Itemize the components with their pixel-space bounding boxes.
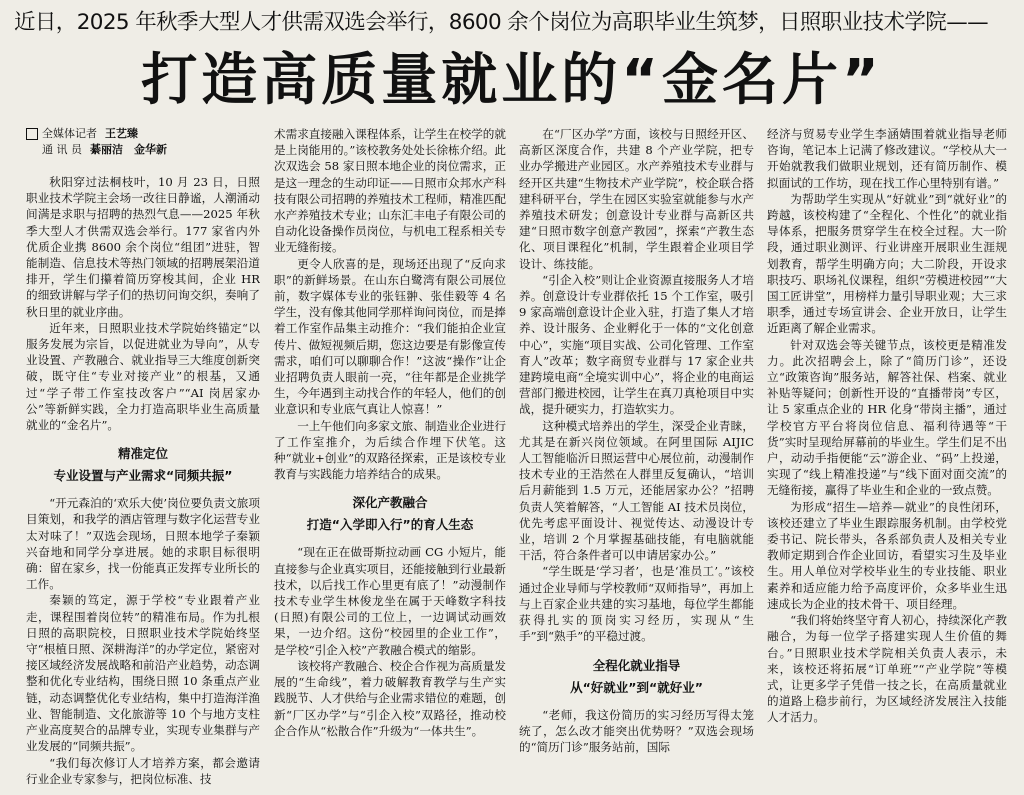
paragraph: 为帮助学生实现从“好就业”到“就好业”的跨越，该校构建了“全程化、个性化”的就业指导体系，把服务贯穿学生在校全过程。大一阶段，通过职业测评、行业讲座开展职业生涯规划教育，帮学生明确方向；大二阶段，开设求职技巧、职场礼仪课程，组织“劳模进校园”“大国工匠讲堂”，用榜样力量引导职业观；大三求职季，通过专场宣讲会、企业开放日，让学生近距离了解企业需求。 [767, 191, 1007, 336]
reporter-role: 全媒体记者 [42, 127, 97, 140]
paragraph: “我们将始终坚守育人初心，持续深化产教融合，为每一位学子搭建实现人生价值的舞台。”日照职业技术学院相关负责人表示，未来，该校还将拓展“订单班”“产业学院”等模式，让更多学子凭借一技之长，在高质量就业的道路上稳步前行，为区域经济发展注入技能人才活力。 [767, 613, 1007, 725]
paragraph: 一上午他们向多家文旅、制造业企业进行了工作室推介，为后续合作埋下伏笔。这种“就业+创业”的双路径探索，正是该校专业教育与实践能力培养结合的成果。 [274, 418, 506, 482]
correspondent-names: 綦丽洁 金华新 [90, 143, 167, 156]
paragraph: “学生既是‘学习者’，也是‘准员工’。”该校通过企业导师与学校教师“双师指导”，再加上与上百家企业共建的实习基地，每位学生都能获得扎实的顶岗实习经历，实现从“生手”到“熟手”的平稳过渡。 [519, 564, 754, 644]
paragraph: 近年来，日照职业技术学院始终锚定“以服务发展为宗旨，以促进就业为导向”，从专业设置、产教融合、就业指导三大维度创新突破，既守住“专业对接产业”的根基，又通过“学子带工作室技改客户”“AI 岗居家办公”等新鲜实践，全力打造高职毕业生高质量就业的“金名片”。 [26, 320, 260, 433]
article-column-1 [26, 126, 260, 792]
paragraph: “老师，我这份简历的实习经历写得太笼统了，怎么改才能突出优势呀？”双选会现场的“简历门诊”服务站前，国际 [519, 707, 754, 754]
paragraph: “我们每次修订人才培养方案，都会邀请行业企业专家参与，把岗位标准、技 [26, 755, 260, 786]
article-column-3 [519, 126, 754, 792]
paragraph: 这种模式培养出的学生，深受企业青睐，尤其是在新兴岗位领域。在阿里国际 AIJIC 人工智能临沂日照运营中心展位前，动漫制作技术专业的王浩然在人群里反复确认，“培训后月薪能到 1.5 万元，还能居家办公？”招聘负责人笑着解答，“人工智能 AI 技术员岗位，优先考虑平面设计、视觉传达、动漫设计专业，培训 2 个月掌握基础技能，有电脑就能干活，符合条件者可以申请居家办公。” [519, 418, 754, 563]
section-subtitle: 从“好就业”到“就好业” [570, 679, 703, 695]
section-title: 深化产教融合 [352, 495, 428, 511]
paragraph: 经济与贸易专业学生李涵婧围着就业指导老师咨询，笔记本上记满了修改建议。“学校从大一开始就教我们做职业规划，还有简历制作、模拟面试的工作坊，现在找工作心里特别有谱。” [767, 127, 1007, 190]
section-subtitle: 打造“入学即入行”的育人生态 [306, 517, 474, 533]
article-column-2 [274, 126, 506, 792]
paragraph: “现在正在做哥斯拉动画 CG 小短片，能直接参与企业真实项目，还能接触到行业最新技术，以后找工作心里更有底了！”动漫制作技术专业学生林俊龙坐在属于天峰数字科技(日照)有限公司的工位上，一边调试动画效果，一边介绍。这份“校园里的企业工作”，是学校“引企入校”产教融合模式的缩影。 [274, 545, 506, 657]
byline [26, 126, 260, 158]
checkbox-square-icon [26, 128, 38, 140]
reporter-name: 王艺臻 [105, 127, 138, 140]
correspondent-role: 通 讯 员 [42, 143, 82, 156]
main-headline: 打造高质量就业的“金名片” [141, 48, 883, 113]
paragraph: 针对双选会等关键节点，该校更是精准发力。此次招聘会上，除了“简历门诊”，还设立“政策咨询”服务站，解答社保、档案、就业补贴等疑问；创新性开设的“直播带岗”专区，让 5 家重点企业的 HR 化身“带岗主播”，通过学校官方平台将岗位信息、福利待遇等“干货”实时呈现给屏幕前的毕业生。学生们足不出户，动动手指便能“云”游企业、“码”上投递，实现了“线上精准投递”与“线下面对面交流”的无缝衔接，赢得了毕业生和企业的一致点赞。 [767, 337, 1007, 498]
article-column-4 [767, 126, 1007, 792]
section-title: 全程化就业指导 [592, 657, 681, 673]
paragraph: 术需求直接融入课程体系，让学生在校学的就是上岗能用的。”该校教务处处长徐栋介绍。此次双选会 58 家日照本地企业的岗位需求，正是这一理念的生动印证——日照市众邦水产科技有限公司招聘的养殖技术工程师，精准匹配水产养殖技术专业；山东汇丰电子有限公司的自动化设备操作员岗位，与机电工程系相关专业无缝衔接。 [274, 127, 506, 255]
paragraph: 更令人欣喜的是，现场还出现了“反向求职”的新鲜场景。在山东白鹭湾有限公司展位前，数字媒体专业的张钰翀、张佳毅等 4 名学生，没有像其他同学那样询问岗位，而是捧着工作室作品集主动推介：“我们能拍企业宣传片、做短视频后期，您这边要是有影像宣传需求，咱们可以聊聊合作！”这波“操作”让企业招聘负责人眼前一亮，“往年都是企业挑学生，今年遇到主动找合作的年轻人，他们的创业意识和专业底气真让人惊喜！” [274, 256, 506, 417]
kicker-headline: 近日，2025 年秋季大型人才供需双选会举行，8600 余个岗位为高职毕业生筑梦，日照职业技术学院—— [14, 10, 989, 35]
paragraph: “引企入校”则让企业资源直接服务人才培养。创意设计专业群依托 15 个工作室，吸引 9 家高端创意设计企业入驻，打造了集人才培养、设计服务、企业孵化于一体的“文化创意中心”，实施“项目实战、公司化管理、工作室育人”改革；数字商贸专业群与 17 家企业共建跨境电商“全境实训中心”，将企业的电商运营部门搬进校园，让学生在真刀真枪项目中实战，提升硬实力，打造软实力。 [519, 272, 754, 417]
paragraph: 在“厂区办学”方面，该校与日照经开区、高新区深度合作，共建 8 个产业学院，把专业办学搬进产业园区。水产养殖技术专业群与经开区共建“生物技术产业学院”，校企联合搭建科研平台，学生在园区实验室就能参与水产养殖技术研发；创意设计专业群与高新区共建“日照市数字创意产教园”，探索“产教生态化、项目课程化”机制，学生跟着企业项目学设计、练技能。 [519, 127, 754, 271]
paragraph: 秋阳穿过法桐枝叶，10 月 23 日，日照职业技术学院主会场一改往日静谧，人潮涌动间满是求职与招聘的热烈气息——2025 年秋季大型人才供需双选会举行。177 家省内外优质企业携 8600 余个岗位“组团”进驻，智能制造、信息技术等热门领域的招聘展架沿道排开，学生们攥着简历穿梭其间，企业 HR 的细致讲解与学子们的热切问询交织，奏响了秋日里的就业序曲。 [26, 175, 260, 319]
paragraph: “开元森泊的‘欢乐大使’岗位要负责文旅项目策划，和我学的酒店管理与数字化运营专业太对味了！”双选会现场，日照本地学子秦颖兴奋地和同学分享进展。她的求职目标很明确：留在家乡，找一份能真正发挥专业所长的工作。 [26, 496, 260, 592]
paragraph: 为形成“招生—培养—就业”的良性闭环，该校还建立了毕业生跟踪服务机制。由学校党委书记、院长带头，各系部负责人及相关专业教师定期到合作企业回访，看望实习生及毕业生。用人单位对学校毕业生的专业技能、职业素养和适应能力给予高度评价，众多毕业生迅速成长为企业的技术骨干、项目经理。 [767, 499, 1007, 611]
paragraph: 秦颖的笃定，源于学校“专业跟着产业走，课程围着岗位转”的精准布局。作为扎根日照的高职院校，日照职业技术学院始终坚守“根植日照、深耕海洋”的办学定位，紧密对接区域经济发展战略和前沿产业趋势，动态调整和优化专业结构，围绕日照 10 条重点产业链，动态调整优化专业结构，集中打造海洋渔业、智能制造、文化旅游等 10 个与地方支柱产业高度契合的品牌专业，实现专业集群与产业发展的“同频共振”。 [26, 593, 260, 754]
section-title: 精准定位 [117, 446, 168, 462]
section-subtitle: 专业设置与产业需求“同频共振” [53, 468, 233, 484]
paragraph: 该校将产教融合、校企合作视为高质量发展的“生命线”，着力破解教育教学与生产实践脱节、人才供给与企业需求错位的难题，创新“厂区办学”与“引企入校”双路径，推动校企合作从“松散合作”升级为“一体共生”。 [274, 658, 506, 738]
